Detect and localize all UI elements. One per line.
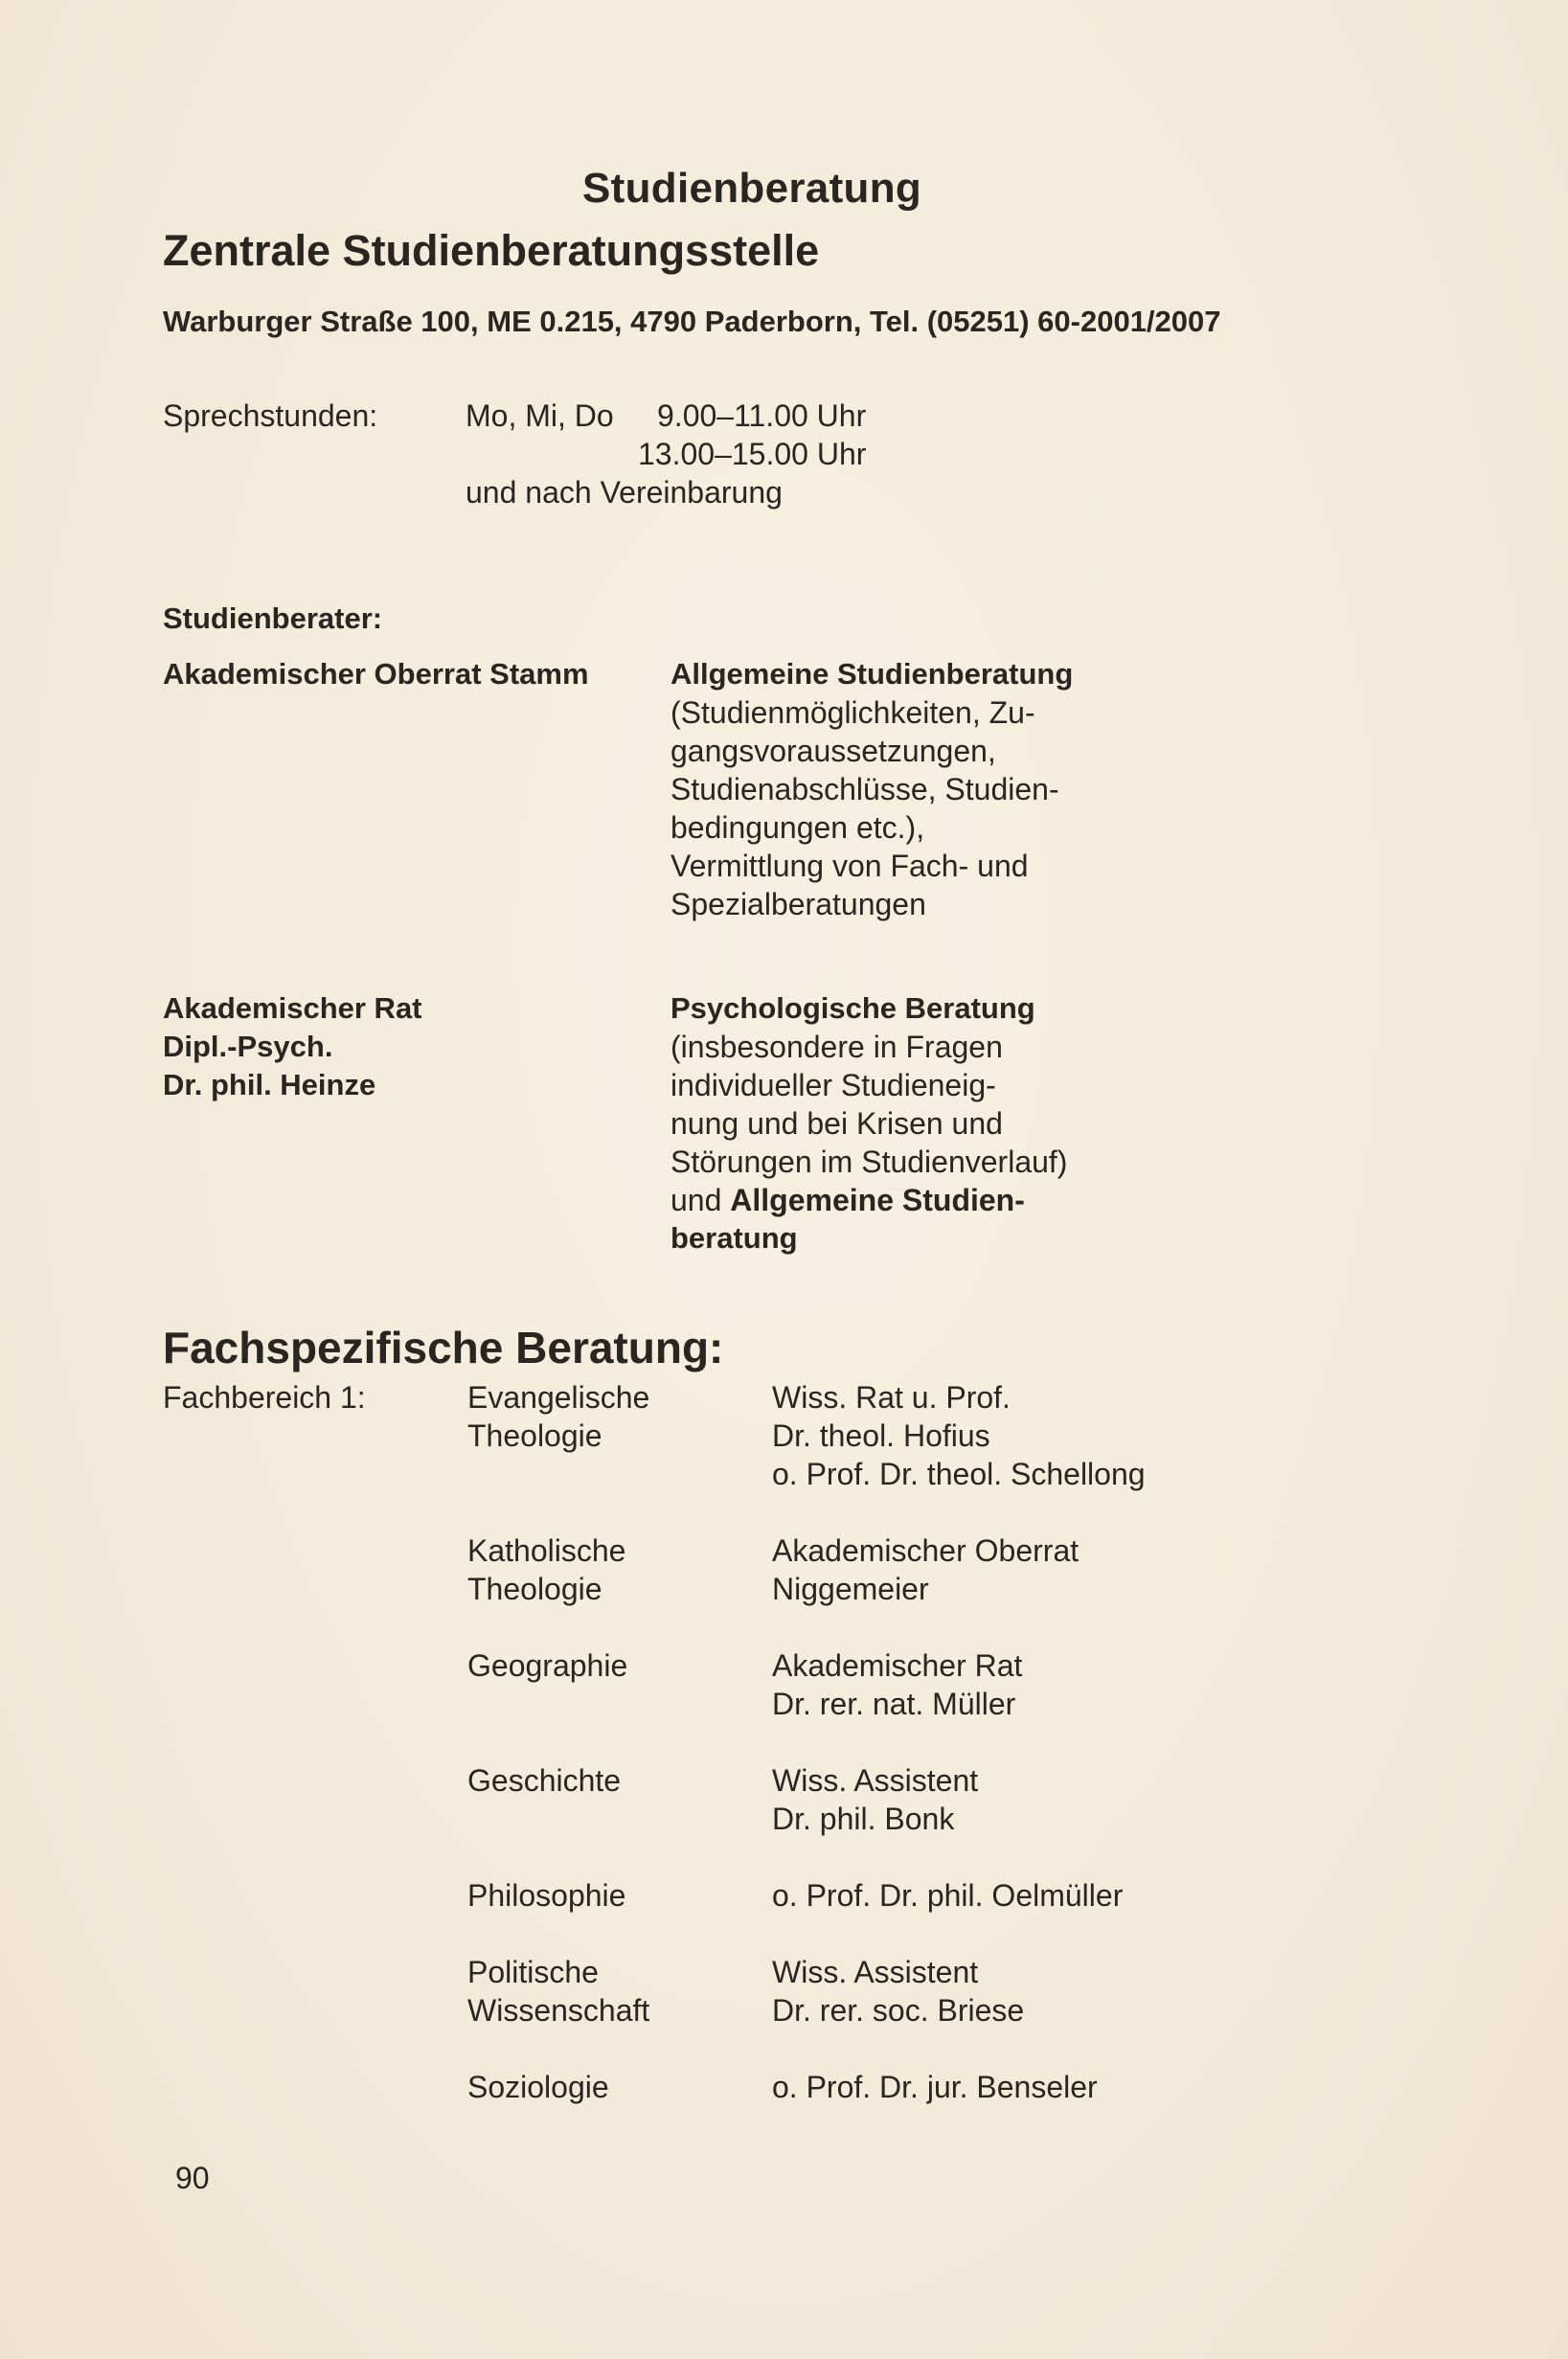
advisor-topic-block [670, 655, 1073, 923]
subject-name-line: Politische [467, 1955, 599, 1989]
office-hours-time-1: 9.00–11.00 Uhr [657, 398, 867, 433]
advisor-description-tail [670, 1181, 1067, 1219]
advisor-description-line: Studienabschlüsse, Studien- [670, 772, 1059, 806]
subject-name [467, 2068, 609, 2106]
subject-advisor-line: Wiss. Assistent [772, 1955, 979, 1989]
subject-advisor [772, 1378, 1146, 1493]
subject-advisor-line: Dr. rer. nat. Müller [772, 1687, 1016, 1721]
subject-name [467, 1531, 625, 1608]
subject-name [467, 1646, 627, 1685]
subject-advisor-line: Akademischer Oberrat [772, 1533, 1079, 1568]
advisors-heading: Studienberater: [163, 601, 383, 635]
advisor-name-line: Dr. phil. Heinze [163, 1068, 376, 1101]
subject-advisor [772, 1531, 1079, 1608]
subject-name [467, 1876, 625, 1915]
page-title: Studienberatung [582, 165, 922, 212]
subject-name-line: Katholische [467, 1533, 626, 1568]
advisor-topic: Psychologische Beratung [670, 991, 1035, 1025]
subject-advisor [772, 1646, 1022, 1723]
subject-name [467, 1761, 621, 1800]
subject-advisor [772, 1761, 978, 1838]
subject-name-line: Geschichte [467, 1763, 622, 1798]
advisor-topic-block [670, 989, 1067, 1258]
subject-name-line: Theologie [467, 1418, 602, 1453]
advisor-description-line: Vermittlung von Fach- und [670, 849, 1029, 883]
subject-advisor-line: o. Prof. Dr. phil. Oelmüller [772, 1878, 1124, 1913]
advisor-description-line: bedingungen etc.), [670, 810, 925, 845]
office-hours-days: Mo, Mi, Do [466, 398, 614, 433]
subject-name [467, 1378, 649, 1455]
subject-advisor [772, 2068, 1098, 2106]
subject-name-line: Evangelische [467, 1380, 650, 1415]
advisor-name [163, 989, 422, 1104]
subject-advisor [772, 1953, 1024, 2030]
subject-advisor-line: Wiss. Assistent [772, 1763, 979, 1798]
advisor-name-line: Dipl.-Psych. [163, 1030, 333, 1063]
subject-name-line: Soziologie [467, 2070, 609, 2104]
subject-advisor-line: Niggemeier [772, 1572, 929, 1606]
advisor-description-line: nung und bei Krisen und [670, 1106, 1003, 1141]
subject-advisor-line: Dr. rer. soc. Briese [772, 1993, 1025, 2028]
advisor-topic: Allgemeine Studienberatung [670, 657, 1074, 691]
subject-name-line: Wissenschaft [467, 1993, 650, 2028]
subject-advisor-line: Dr. theol. Hofius [772, 1418, 990, 1453]
office-hours-time-2: 13.00–15.00 Uhr [638, 437, 867, 471]
subject-advisor [772, 1876, 1123, 1915]
advisor-description-line: gangsvoraussetzungen, [670, 734, 996, 768]
address-line: Warburger Straße 100, ME 0.215, 4790 Paderborn, Tel. (05251) 60-2001/2007 [163, 305, 1221, 338]
advisor-description-line: Störungen im Studienverlauf) [670, 1145, 1068, 1179]
office-hours-label: Sprechstunden: [163, 398, 378, 433]
page-number: 90 [175, 2161, 210, 2195]
subject-name-line: Philosophie [467, 1878, 626, 1913]
department-label: Fachbereich 1: [163, 1380, 366, 1415]
subject-name-line: Theologie [467, 1572, 602, 1606]
advisor-tail-bold-cont: beratung [670, 1221, 798, 1255]
advisor-description-line: individueller Studieneig- [670, 1068, 996, 1102]
subject-name-line: Geographie [467, 1648, 628, 1683]
subject-advice-heading: Fachspezifische Beratung: [163, 1323, 724, 1372]
page-subtitle: Zentrale Studienberatungsstelle [163, 226, 820, 275]
advisor-description-line: Spezialberatungen [670, 887, 926, 921]
advisor-description-line: (insbesondere in Fragen [670, 1030, 1003, 1064]
advisor-name [163, 655, 589, 693]
subject-advisor-line: Akademischer Rat [772, 1648, 1023, 1683]
subject-advisor-line: o. Prof. Dr. jur. Benseler [772, 2070, 1098, 2104]
office-hours-extra: und nach Vereinbarung [466, 475, 783, 510]
advisor-name-line: Akademischer Rat [163, 991, 422, 1025]
advisor-tail-bold: Allgemeine Studien- [730, 1183, 1025, 1217]
subject-advisor-line: Dr. phil. Bonk [772, 1802, 955, 1836]
subject-advisor-line: Wiss. Rat u. Prof. [772, 1380, 1011, 1415]
subject-name [467, 1953, 649, 2030]
advisor-name-line: Akademischer Oberrat Stamm [163, 657, 589, 691]
advisor-description-line: (Studienmöglichkeiten, Zu- [670, 695, 1035, 730]
subject-advisor-line: o. Prof. Dr. theol. Schellong [772, 1457, 1146, 1491]
advisor-tail-prefix: und [670, 1183, 722, 1217]
